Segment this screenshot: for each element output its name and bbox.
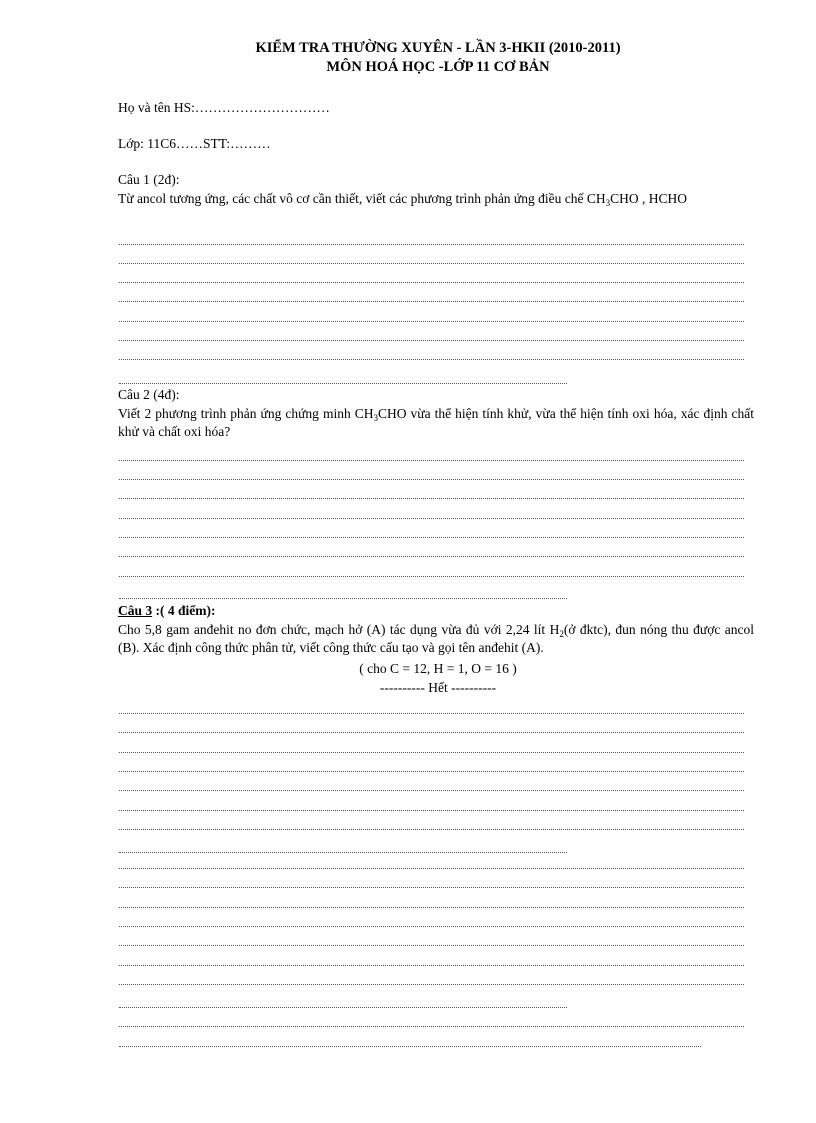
answer-line[interactable] [119, 840, 567, 853]
answer-line[interactable] [119, 778, 744, 791]
question-3-points: :( 4 điểm): [152, 603, 216, 618]
question-1-points: (2đ): [149, 172, 180, 187]
question-3-text-b: (ở đktc), đun nóng thu được ancol (B). Xác định công thức phân tử, viết công thức cấu tạo và gọi tên anđehit (A). [118, 622, 754, 655]
answer-line[interactable] [119, 972, 744, 985]
answer-line[interactable] [119, 1014, 744, 1027]
answer-line[interactable] [119, 448, 744, 461]
question-2-text-b: CHO vừa thể hiện tính khử, vừa thể hiện tính oxi hóa, xác định chất khử và chất oxi hóa? [118, 406, 754, 439]
answer-line[interactable] [119, 817, 744, 830]
end-marker: ---------- Hết ---------- [379, 680, 497, 695]
answer-line[interactable] [119, 371, 567, 384]
answer-line[interactable] [119, 740, 744, 753]
answer-line[interactable] [119, 251, 744, 264]
question-3-subscript: 2 [559, 629, 564, 639]
question-2-text [118, 405, 754, 441]
question-2-subscript: 3 [373, 413, 378, 423]
student-name-field[interactable]: Họ và tên HS:………………………… [118, 100, 330, 115]
answer-line[interactable] [119, 895, 744, 908]
student-class-field[interactable]: Lớp: 11C6……STT:……… [118, 136, 271, 151]
answer-line[interactable] [119, 586, 567, 599]
exam-title: KIỂM TRA THƯỜNG XUYÊN - LẦN 3-HKII (2010-2011) [255, 40, 621, 56]
question-2-label: Câu 2 (4đ): [118, 387, 180, 402]
exam-subtitle: MÔN HOÁ HỌC -LỚP 11 CƠ BẢN [326, 59, 550, 75]
answer-line[interactable] [119, 1034, 701, 1047]
answer-line[interactable] [119, 995, 567, 1008]
question-3-text [118, 621, 754, 657]
answer-line[interactable] [119, 701, 744, 714]
question-3-text-a: Cho 5,8 gam anđehit no đơn chức, mạch hở (A) tác dụng vừa đủ với 2,24 lít H [118, 622, 560, 637]
question-1-heading [118, 171, 180, 189]
answer-line[interactable] [119, 467, 744, 480]
question-1-text-b: CHO , HCHO [610, 191, 687, 206]
question-1-text [118, 190, 754, 208]
answer-line[interactable] [119, 759, 744, 772]
answer-line[interactable] [119, 933, 744, 946]
question-1-subscript: 3 [605, 198, 611, 208]
answer-line[interactable] [119, 875, 744, 888]
given-atomic-masses: ( cho C = 12, H = 1, O = 16 ) [359, 661, 517, 676]
answer-line[interactable] [119, 328, 744, 341]
answer-line[interactable] [119, 289, 744, 302]
answer-line[interactable] [119, 525, 744, 538]
answer-line[interactable] [119, 270, 744, 283]
answer-line[interactable] [119, 914, 744, 927]
question-1-label: Câu 1 [118, 172, 150, 187]
question-3-heading [118, 602, 216, 620]
question-3-label: Câu 3 [118, 603, 153, 618]
answer-line[interactable] [119, 720, 744, 733]
question-1-text-a: Từ ancol tương ứng, các chất vô cơ cần thiết, viết các phương trình phản ứng điều chế CH [118, 191, 606, 206]
question-2-text-a: Viết 2 phương trình phản ứng chứng minh CH [118, 406, 374, 421]
answer-line[interactable] [119, 953, 744, 966]
answer-line[interactable] [119, 232, 744, 245]
answer-line[interactable] [119, 347, 744, 360]
answer-line[interactable] [119, 544, 744, 557]
answer-line[interactable] [119, 856, 744, 869]
answer-line[interactable] [119, 309, 744, 322]
answer-line[interactable] [119, 486, 744, 499]
answer-line[interactable] [119, 506, 744, 519]
answer-line[interactable] [119, 798, 744, 811]
answer-line[interactable] [119, 564, 744, 577]
